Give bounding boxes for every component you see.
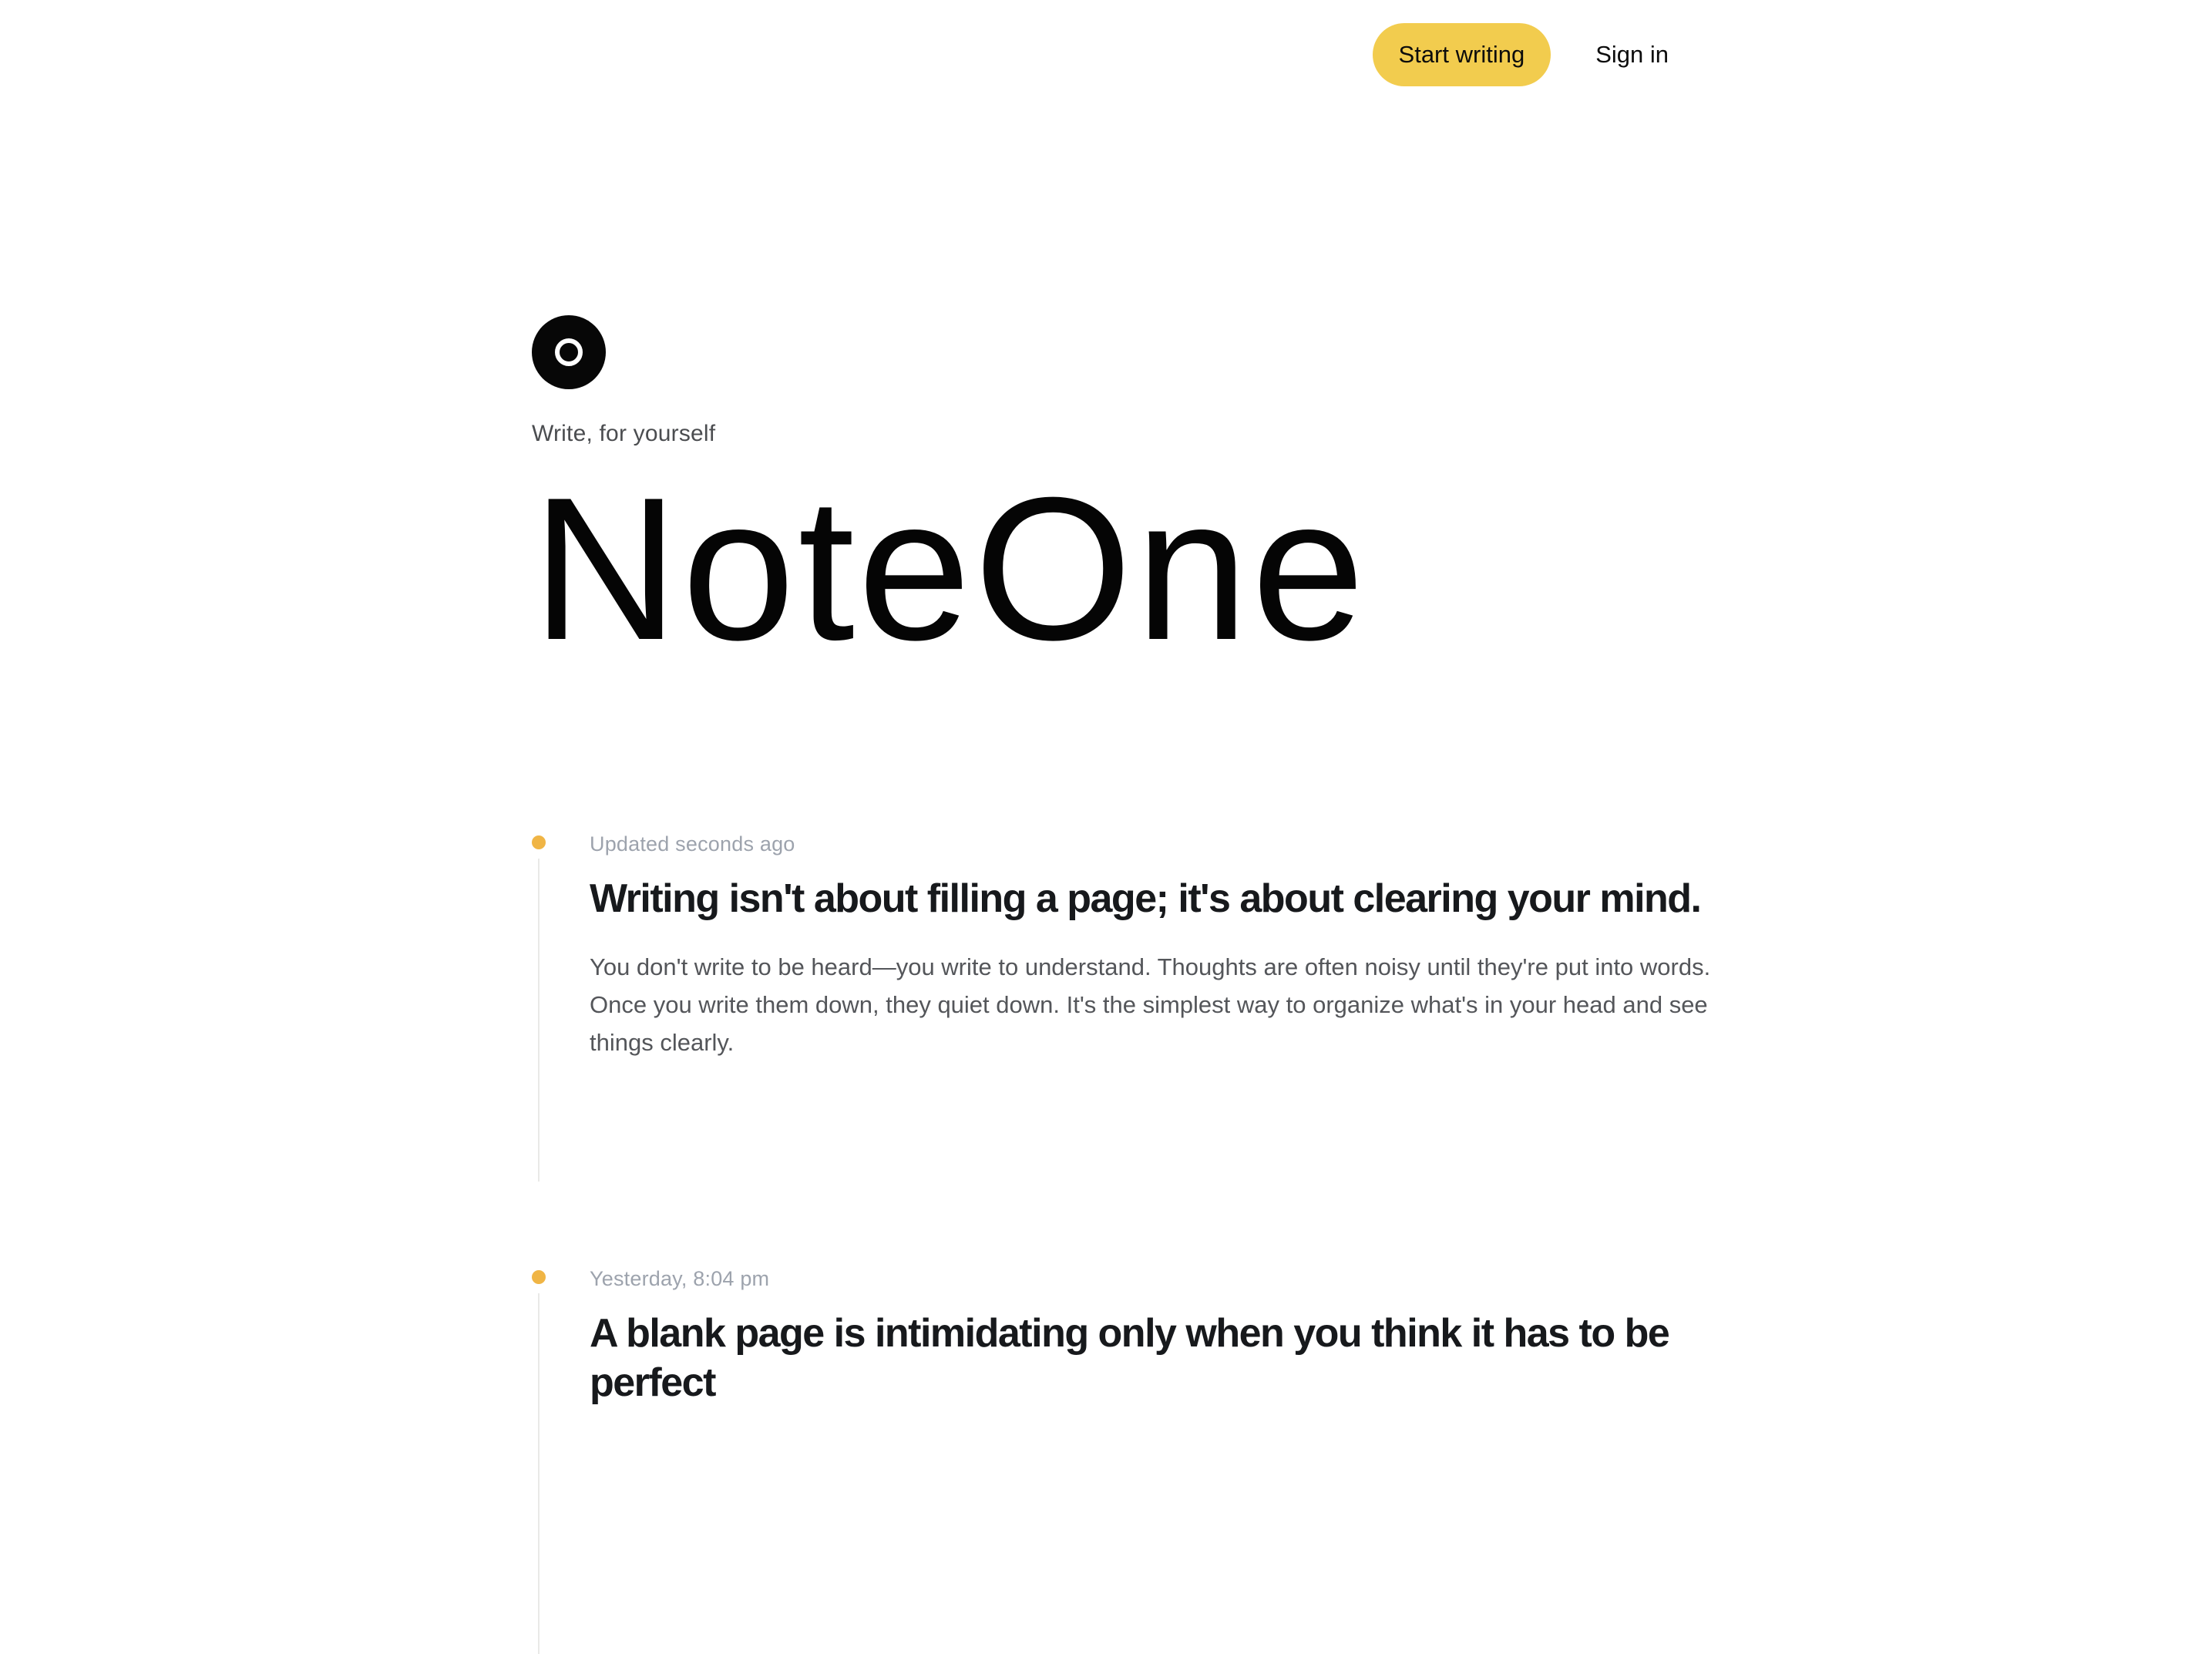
- note-body-text: You don't write to be heard—you write to understand. Thoughts are often noisy until they're put into words. Once you write them down, they quiet down. It's the simplest way to organize what's in your head and see things clearly.: [590, 953, 1711, 1056]
- sign-in-link[interactable]: Sign in: [1595, 41, 1669, 68]
- main-content: [532, 315, 1734, 1654]
- brand-wordmark: NoteOne: [532, 455, 1368, 682]
- tagline: Write, for yourself: [532, 421, 716, 446]
- timeline-line: [538, 1293, 540, 1654]
- notes-timeline: [532, 832, 1734, 1654]
- note-timestamp: Yesterday, 8:04 pm: [590, 1267, 770, 1290]
- orange-dot-icon: [532, 835, 546, 849]
- note-entry-body: [590, 832, 1734, 1061]
- note-entry-body: [590, 1267, 1734, 1407]
- top-nav: [532, 0, 1734, 86]
- timeline-line: [538, 859, 540, 1182]
- start-writing-button[interactable]: Start writing: [1373, 23, 1551, 86]
- note-entry: [532, 832, 1734, 1182]
- note-entry: [532, 1267, 1734, 1654]
- note-timestamp: Updated seconds ago: [590, 832, 795, 856]
- note-title: Writing isn't about filling a page; it's about clearing your mind.: [590, 876, 1701, 921]
- note-title: A blank page is intimidating only when you think it has to be perfect: [590, 1311, 1669, 1405]
- ring-circle-icon: [555, 338, 583, 366]
- app-logo[interactable]: [532, 315, 606, 389]
- orange-dot-icon: [532, 1270, 546, 1284]
